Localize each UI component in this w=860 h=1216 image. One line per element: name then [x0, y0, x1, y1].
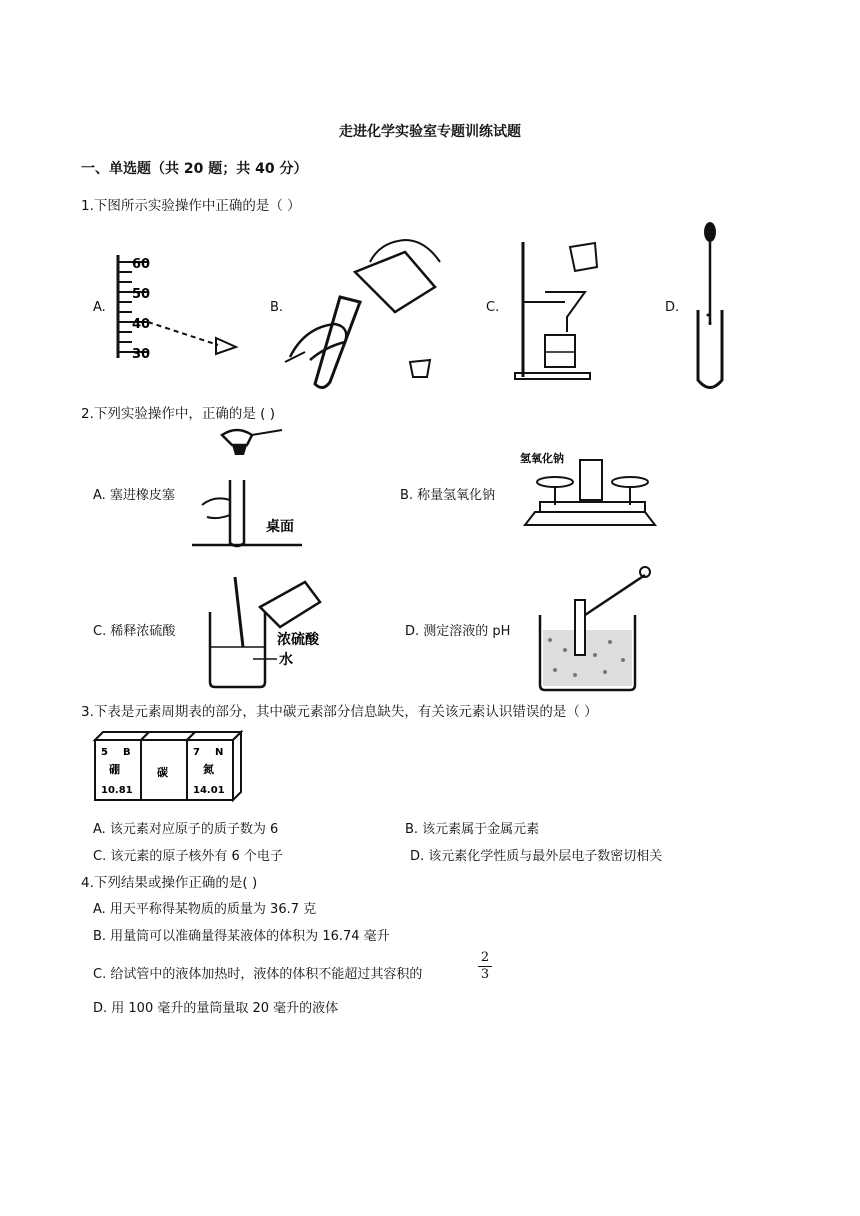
q2-option-b-label: B. 称量氢氧化钠 [400, 488, 496, 503]
nitrogen-mass: 14.01 [193, 785, 225, 796]
naoh-label: 氢氧化钠 [520, 452, 564, 465]
q4-option-b: B. 用量筒可以准确量得某液体的体积为 16.74 毫升 [93, 929, 390, 944]
q2-option-a-label: A. 塞进橡皮塞 [93, 488, 175, 503]
q2-option-c-label: C. 稀释浓硫酸 [93, 624, 176, 639]
desk-label: 桌面 [266, 519, 294, 535]
fraction-denominator: 3 [478, 966, 492, 983]
cylinder-tick-50: 50 [132, 287, 151, 302]
graduated-cylinder-figure [108, 250, 248, 360]
filtration-stand-figure [515, 237, 615, 382]
boron-mass: 10.81 [101, 785, 133, 796]
carbon-name: 碳 [157, 766, 168, 779]
boron-name: 硼 [109, 763, 120, 776]
boron-symbol: B [123, 747, 131, 758]
q1-option-b-label: B. [270, 300, 284, 315]
q4-option-d: D. 用 100 毫升的量筒量取 20 毫升的液体 [93, 1001, 339, 1016]
balance-naoh-figure [520, 450, 660, 535]
q1-option-c-label: C. [486, 300, 500, 315]
stopper-desk-figure [192, 425, 312, 550]
nitrogen-name: 氮 [203, 763, 214, 776]
question-2-stem: 2.下列实验操作中，正确的是 ( ) [81, 406, 275, 422]
section-heading: 一、单选题（共 20 题；共 40 分） [81, 161, 308, 177]
pouring-test-tube-figure [285, 232, 455, 392]
q2-option-d-label: D. 测定溶液的 pH [405, 624, 511, 639]
q3-option-a: A. 该元素对应原子的质子数为 6 [93, 822, 279, 837]
q1-option-d-label: D. [665, 300, 680, 315]
nitrogen-symbol: N [215, 747, 224, 758]
fraction-two-thirds [478, 950, 492, 983]
q4-option-a: A. 用天平称得某物质的质量为 36.7 克 [93, 902, 317, 917]
q3-option-d: D. 该元素化学性质与最外层电子数密切相关 [410, 849, 663, 864]
page-title: 走进化学实验室专题训练试题 [339, 124, 521, 140]
q4-option-c: C. 给试管中的液体加热时，液体的体积不能超过其容积的 [93, 967, 423, 982]
cylinder-tick-30: 30 [132, 347, 151, 362]
acid-label: 浓硫酸 [277, 632, 319, 648]
periodic-table-figure [93, 728, 248, 803]
question-3-stem: 3.下表是元素周期表的部分，其中碳元素部分信息缺失，有关该元素认识错误的是（ ） [81, 704, 598, 720]
q1-option-a-label: A. [93, 300, 106, 315]
dropper-test-tube-figure [690, 220, 730, 395]
question-4-stem: 4.下列结果或操作正确的是( ) [81, 875, 258, 891]
dilute-acid-figure [205, 572, 350, 692]
nitrogen-number: 7 [193, 747, 200, 758]
fraction-numerator: 2 [480, 950, 490, 965]
ph-test-figure [535, 560, 655, 695]
cylinder-tick-40: 40 [132, 317, 151, 332]
q3-option-c: C. 该元素的原子核外有 6 个电子 [93, 849, 283, 864]
boron-number: 5 [101, 747, 108, 758]
water-label: 水 [279, 652, 293, 668]
question-1-stem: 1.下图所示实验操作中正确的是（ ） [81, 198, 301, 214]
cylinder-tick-60: 60 [132, 257, 151, 272]
q3-option-b: B. 该元素属于金属元素 [405, 822, 540, 837]
